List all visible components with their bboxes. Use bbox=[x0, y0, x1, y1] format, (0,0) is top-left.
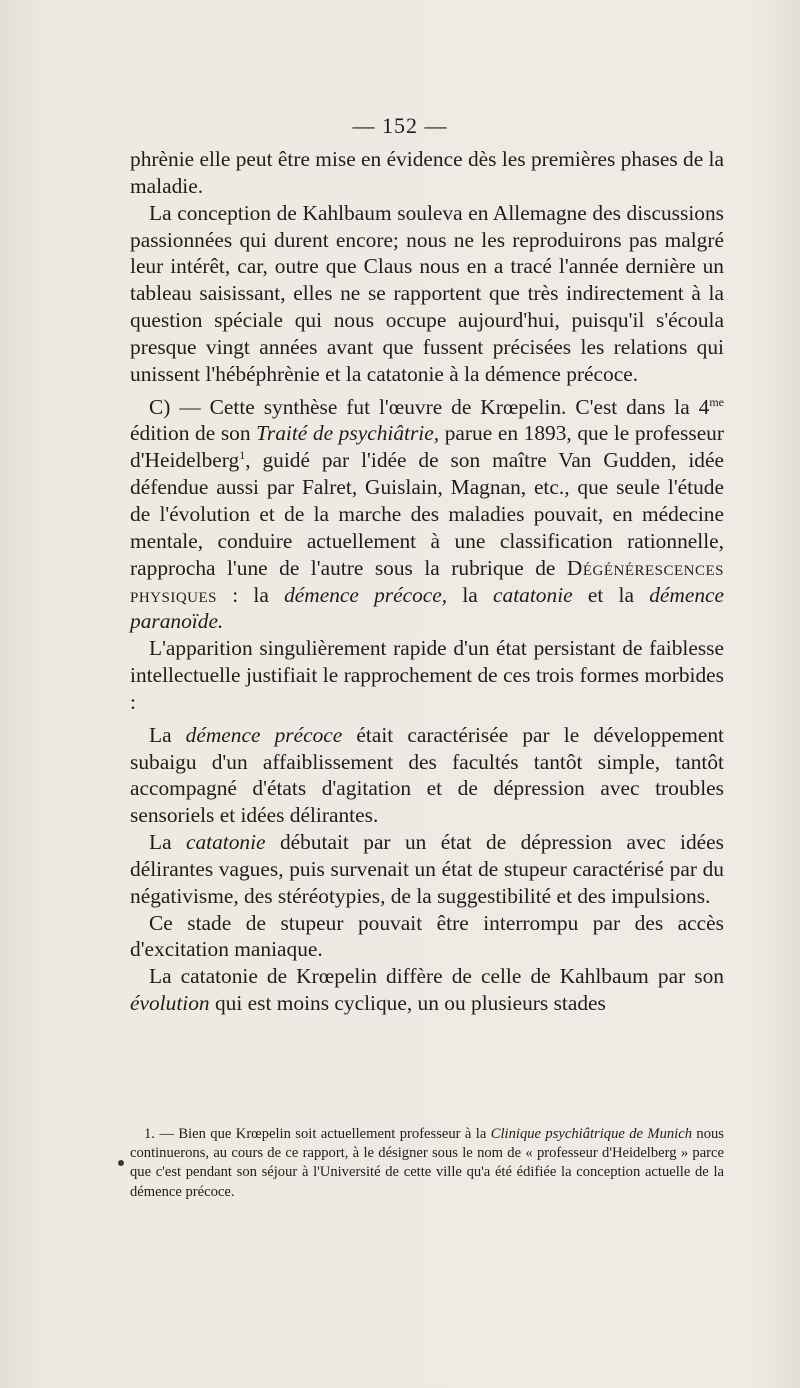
paragraph-kraepelin-synthesis: C) — Cette synthèse fut l'œuvre de Krœpelin. C'est dans la $4^{me}$ édition de son Traité de psychiâtrie, parue en 1893, que le professeur d'Heidelberg$^1$, guidé par l'idée de son maître Van Gudden, idée défendue aussi par Falret, Guislain, Magnan, etc., que seule l'étude de l'évolution et de la marche des maladies pouvait, en médecine mentale, conduire actuellement à une classification rationnelle, rapprocha l'une de l'autre sous la rubrique de Dégénérescences physiques : la démence précoce, la catatonie et la démence paranoïde. bbox=[130, 394, 725, 634]
paragraph-continuation: phrènie elle peut être mise en évidence dès les premières phases de la maladie. bbox=[130, 147, 724, 198]
paragraph-catatonie: La catatonie débutait par un état de dépression avec idées délirantes vagues, puis survenait un état de stupeur caractérisé par du négativisme, des stéréotypies, de la suggestibilité et des impulsions. bbox=[130, 830, 724, 908]
paragraph-demence-precoce: La démence précoce était caractérisée par le développement subaigu d'un affaiblissement des facultés tantôt simple, tantôt accompagné d'états d'agitation et de dépression avec troubles sensoriels et idées délirantes. bbox=[130, 722, 724, 828]
small-caps-term: Dégénérescences physiques bbox=[130, 555, 724, 607]
paragraph-evolution: La catatonie de Krœpelin diffère de celle de Kahlbaum par son évolution qui est moins cyclique, un ou plusieurs stades bbox=[130, 964, 724, 1016]
paragraph-kahlbaum: La conception de Kahlbaum souleva en Allemagne des discussions passionnées qui durent encore; nous ne les reproduirons pas malgré leur intérêt, car, outre que Claus nous en a tracé l'année dernière un tableau saisissant, elles ne se rapportent que très indirectement à la question spéciale qui nous occupe aujourd'hui, puisqu'il s'écoula presque vingt années avant que fussent précisées les relations qui unissent l'hébéphrènie et la catatonie à la démence précoce. bbox=[130, 200, 724, 386]
footnote bbox=[130, 1125, 724, 1202]
footnote-text: 1. — Bien que Krœpelin soit actuellement professeur à la Clinique psychiâtrique de Munich nous continuerons, au cours de ce rapport, à le désigner sous le nom de « professeur d'Heidelberg » parce que c'est pendant son séjour à l'Université de cette ville qu'a été édifiée la conception actuelle de la démence précoce. bbox=[130, 1126, 724, 1200]
paragraph-apparition: L'apparition singulièrement rapide d'un état persistant de faiblesse intellectuelle justifiait le rapprochement de ces trois formes morbides : bbox=[130, 636, 724, 714]
page-number: — 152 — bbox=[352, 113, 448, 138]
paragraph-stupeur: Ce stade de stupeur pouvait être interrompu par des accès d'excitation maniaque. bbox=[130, 910, 724, 962]
body-text bbox=[130, 146, 724, 1017]
ink-spot bbox=[118, 1160, 124, 1166]
footnote-ref: 1 bbox=[239, 448, 246, 463]
italic-title: Traité de psychiâtrie, bbox=[256, 421, 440, 446]
